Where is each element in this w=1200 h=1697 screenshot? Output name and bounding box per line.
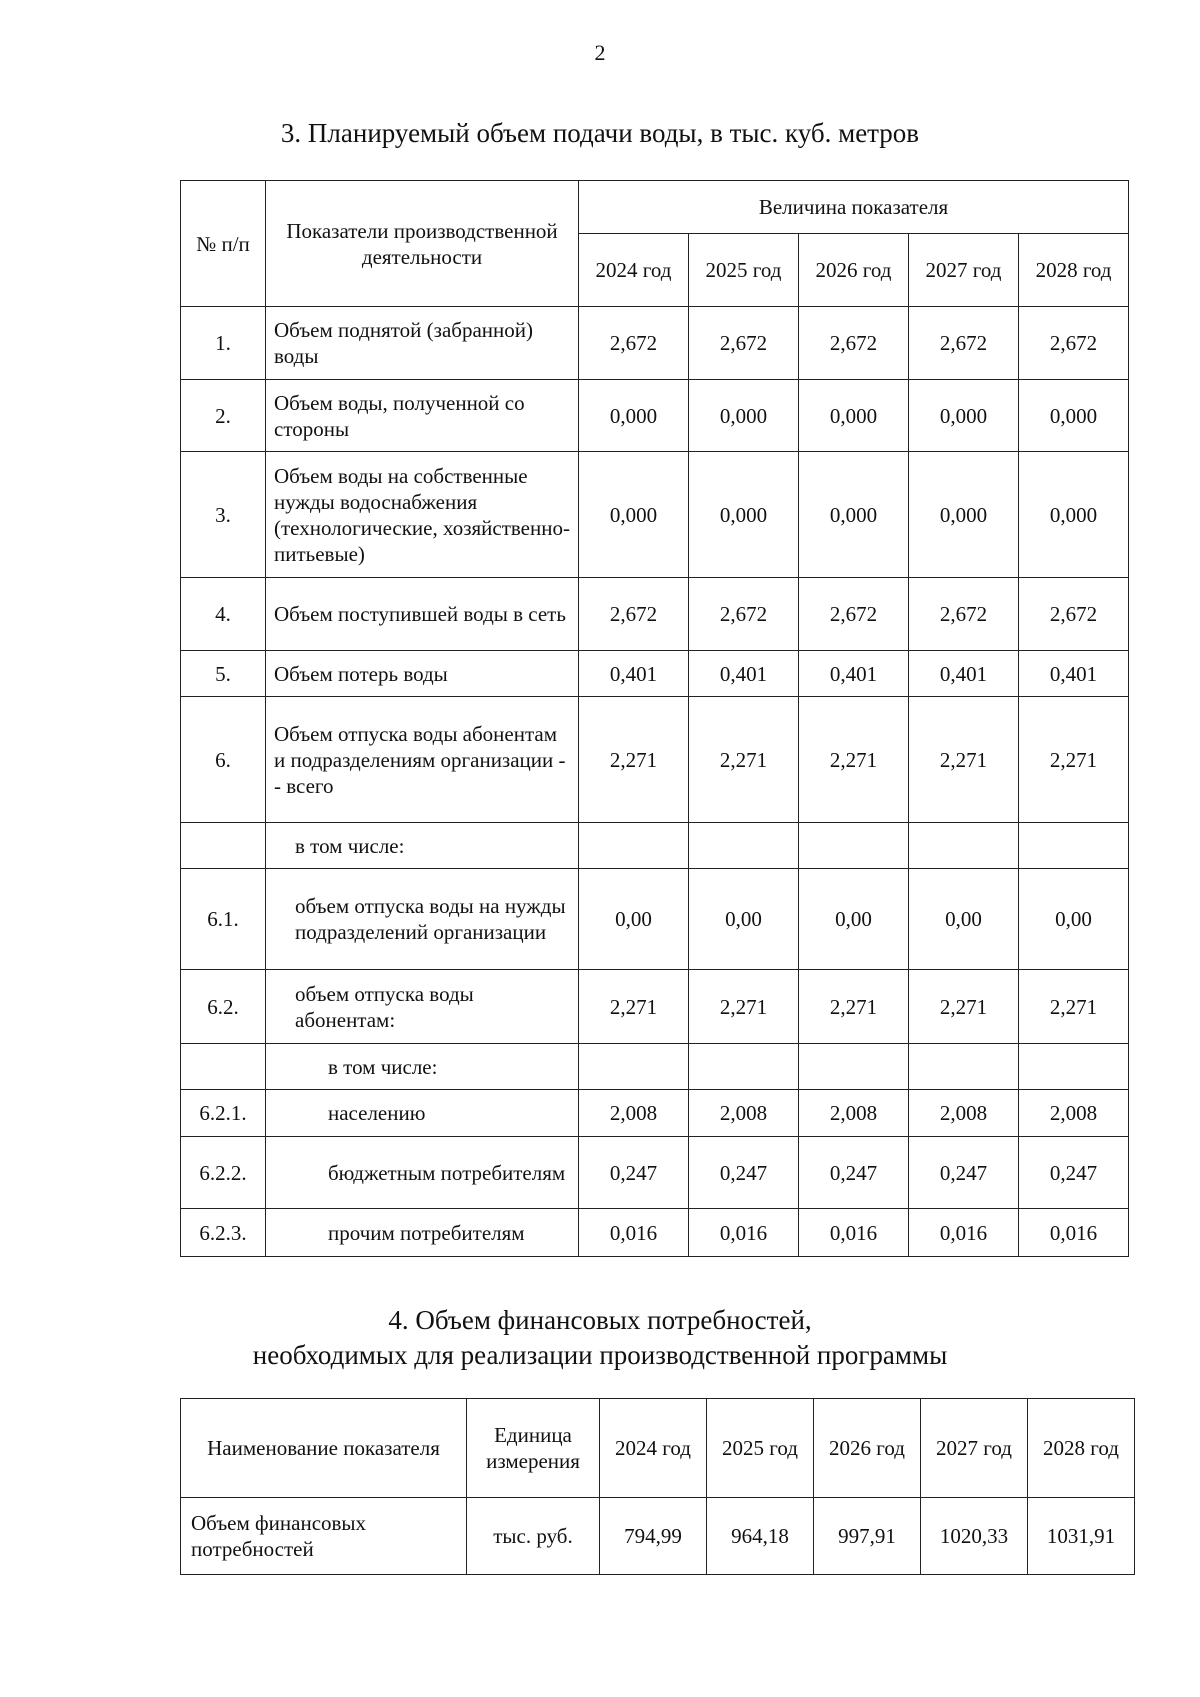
header-year: 2027 год [921, 1399, 1028, 1498]
row-unit: тыс. руб. [467, 1498, 600, 1575]
row-value: 2,672 [579, 307, 689, 380]
table-row [181, 578, 1129, 651]
row-value: 0,00 [689, 869, 799, 970]
row-num: 6.2.2. [181, 1137, 266, 1209]
table-row [181, 1498, 1135, 1575]
row-name: Объем финансовых потребностей [181, 1498, 467, 1575]
row-value: 0,00 [1019, 869, 1129, 970]
row-value [909, 823, 1019, 869]
row-label: Объем воды, полученной со стороны [266, 380, 579, 452]
row-value: 2,672 [909, 578, 1019, 651]
row-value: 0,000 [1019, 380, 1129, 452]
row-value [579, 1044, 689, 1090]
row-num: 6.1. [181, 869, 266, 970]
header-name: Наименование показателя [181, 1399, 467, 1498]
section-4-title-line2: необходимых для реализации производственной программы [252, 1340, 948, 1370]
row-value: 0,401 [799, 651, 909, 697]
row-value: 1020,33 [921, 1498, 1028, 1575]
row-num: 6.2.3. [181, 1209, 266, 1257]
row-value [799, 1044, 909, 1090]
row-value: 2,271 [579, 970, 689, 1044]
row-value: 2,271 [799, 970, 909, 1044]
header-year: 2026 год [814, 1399, 921, 1498]
row-value: 2,008 [1019, 1090, 1129, 1137]
row-label: Объем поднятой (забранной) воды [266, 307, 579, 380]
header-year: 2025 год [689, 234, 799, 307]
row-value: 0,000 [689, 380, 799, 452]
row-value: 0,247 [799, 1137, 909, 1209]
water-supply-table [180, 180, 1129, 1257]
header-year: 2024 год [579, 234, 689, 307]
row-value [689, 823, 799, 869]
row-label: населению [266, 1090, 579, 1137]
header-num: № п/п [181, 181, 266, 307]
row-value: 0,000 [579, 380, 689, 452]
row-value: 2,271 [909, 970, 1019, 1044]
row-value: 2,271 [689, 697, 799, 823]
row-value [799, 823, 909, 869]
row-label: Объем поступившей воды в сеть [266, 578, 579, 651]
header-year: 2028 год [1028, 1399, 1135, 1498]
table-row [181, 452, 1129, 578]
row-value: 0,247 [689, 1137, 799, 1209]
row-value: 2,271 [1019, 970, 1129, 1044]
row-value: 2,008 [799, 1090, 909, 1137]
header-year: 2024 год [600, 1399, 707, 1498]
row-num: 2. [181, 380, 266, 452]
row-num: 6.2. [181, 970, 266, 1044]
row-value: 0,000 [799, 452, 909, 578]
row-num: 4. [181, 578, 266, 651]
row-label: объем отпуска воды на нужды подразделений организации [266, 869, 579, 970]
row-value: 794,99 [600, 1498, 707, 1575]
row-num [181, 823, 266, 869]
row-label: Объем потерь воды [266, 651, 579, 697]
row-value: 2,271 [799, 697, 909, 823]
table-row [181, 1090, 1129, 1137]
row-value: 2,672 [1019, 307, 1129, 380]
header-year: 2025 год [707, 1399, 814, 1498]
row-value: 2,672 [689, 578, 799, 651]
table-row [181, 697, 1129, 823]
table-row [181, 651, 1129, 697]
row-num [181, 1044, 266, 1090]
header-unit: Единица измерения [467, 1399, 600, 1498]
row-num: 5. [181, 651, 266, 697]
row-value [1019, 1044, 1129, 1090]
row-num: 1. [181, 307, 266, 380]
row-value [909, 1044, 1019, 1090]
row-value: 0,247 [579, 1137, 689, 1209]
row-value: 0,00 [909, 869, 1019, 970]
row-value: 964,18 [707, 1498, 814, 1575]
header-year: 2026 год [799, 234, 909, 307]
row-label: объем отпуска воды абонентам: [266, 970, 579, 1044]
row-num: 6.2.1. [181, 1090, 266, 1137]
row-value: 2,008 [689, 1090, 799, 1137]
table-row [181, 1137, 1129, 1209]
table-row [181, 307, 1129, 380]
row-value: 0,000 [799, 380, 909, 452]
row-value: 0,000 [579, 452, 689, 578]
row-value: 0,00 [799, 869, 909, 970]
row-value: 2,008 [909, 1090, 1019, 1137]
row-value: 2,672 [1019, 578, 1129, 651]
row-value: 2,672 [689, 307, 799, 380]
row-value: 0,401 [689, 651, 799, 697]
row-value: 2,271 [1019, 697, 1129, 823]
table-row [181, 1044, 1129, 1090]
row-value: 0,016 [909, 1209, 1019, 1257]
row-label: Объем отпуска воды абонентам и подразделениям организации -- всего [266, 697, 579, 823]
row-value: 0,401 [909, 651, 1019, 697]
table-row [181, 869, 1129, 970]
row-value: 997,91 [814, 1498, 921, 1575]
row-value: 2,271 [579, 697, 689, 823]
header-indicator: Показатели производственной деятельности [266, 181, 579, 307]
row-label: Объем воды на собственные нужды водоснабжения (технологические, хозяйственно-питьевые) [266, 452, 579, 578]
row-value: 2,271 [909, 697, 1019, 823]
table-row [181, 380, 1129, 452]
row-value: 0,000 [689, 452, 799, 578]
row-value [689, 1044, 799, 1090]
row-value: 0,247 [909, 1137, 1019, 1209]
row-value: 0,016 [579, 1209, 689, 1257]
row-num: 3. [181, 452, 266, 578]
table-row [181, 823, 1129, 869]
row-value: 0,000 [909, 452, 1019, 578]
row-value [1019, 823, 1129, 869]
row-value: 2,271 [689, 970, 799, 1044]
row-label: в том числе: [266, 1044, 579, 1090]
row-value: 2,008 [579, 1090, 689, 1137]
row-value: 0,401 [1019, 651, 1129, 697]
table-row [181, 1209, 1129, 1257]
row-value: 0,247 [1019, 1137, 1129, 1209]
row-value: 2,672 [799, 307, 909, 380]
row-value: 2,672 [799, 578, 909, 651]
row-value: 0,401 [579, 651, 689, 697]
row-value: 0,00 [579, 869, 689, 970]
row-label: бюджетным потребителям [266, 1137, 579, 1209]
row-value: 2,672 [909, 307, 1019, 380]
row-value: 0,016 [1019, 1209, 1129, 1257]
row-label: прочим потребителям [266, 1209, 579, 1257]
row-value: 0,000 [909, 380, 1019, 452]
header-year: 2027 год [909, 234, 1019, 307]
row-value: 0,016 [689, 1209, 799, 1257]
page-number: 2 [594, 40, 606, 65]
financial-needs-table [180, 1398, 1135, 1575]
section-4-title [0, 1303, 1200, 1373]
row-label: в том числе: [266, 823, 579, 869]
section-3-title: 3. Планируемый объем подачи воды, в тыс. куб. метров [280, 118, 920, 148]
row-num: 6. [181, 697, 266, 823]
row-value: 1031,91 [1028, 1498, 1135, 1575]
row-value: 0,016 [799, 1209, 909, 1257]
header-year: 2028 год [1019, 234, 1129, 307]
table-row [181, 970, 1129, 1044]
row-value: 2,672 [579, 578, 689, 651]
row-value: 0,000 [1019, 452, 1129, 578]
section-4-title-line1: 4. Объем финансовых потребностей, [388, 1305, 812, 1335]
header-value: Величина показателя [579, 181, 1129, 234]
row-value [579, 823, 689, 869]
